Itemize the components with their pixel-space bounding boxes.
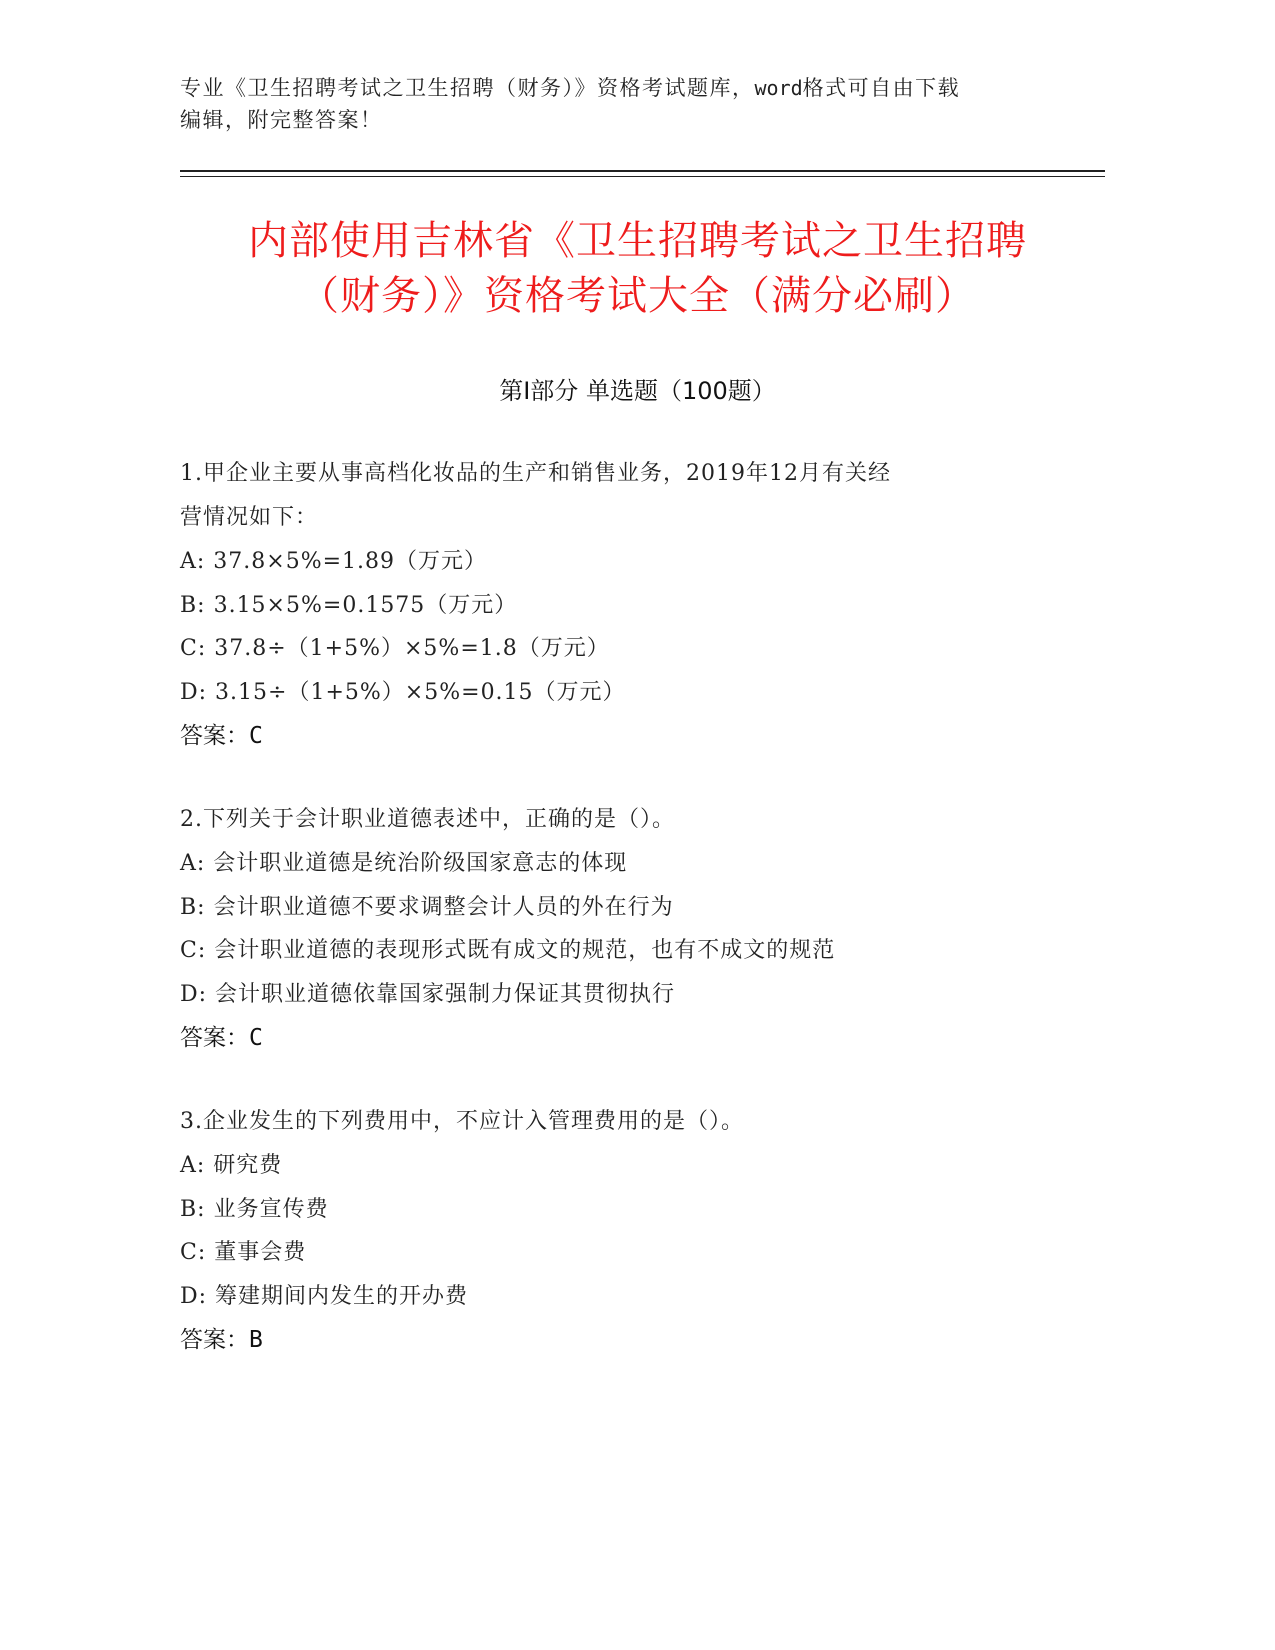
option-b: B: 业务宣传费 bbox=[180, 1196, 329, 1222]
option-a: A: 37.8×5%=1.89（万元） bbox=[180, 549, 488, 574]
answer-value: C bbox=[249, 1025, 263, 1051]
header-rule-thin bbox=[180, 176, 1105, 177]
question-stem: 3.企业发生的下列费用中，不应计入管理费用的是（）。 bbox=[180, 1109, 744, 1134]
option-d: D: 会计职业道德依靠国家强制力保证其贯彻执行 bbox=[180, 981, 676, 1007]
question-2 bbox=[180, 798, 1080, 1060]
option-c: C: 董事会费 bbox=[180, 1240, 307, 1265]
question-3 bbox=[180, 1100, 1080, 1362]
answer-value: C bbox=[249, 723, 263, 749]
question-1 bbox=[180, 452, 1080, 758]
answer-line: 答案：B bbox=[180, 1327, 263, 1353]
option-c: C: 会计职业道德的表现形式既有成文的规范，也有不成文的规范 bbox=[180, 938, 836, 963]
answer-value: B bbox=[249, 1327, 263, 1353]
option-b: B: 会计职业道德不要求调整会计人员的外在行为 bbox=[180, 894, 674, 920]
header-note-line1: 专业《卫生招聘考试之卫生招聘（财务）》资格考试题库，word格式可自由下载 bbox=[180, 76, 961, 100]
option-a: A: 会计职业道德是统治阶级国家意志的体现 bbox=[180, 851, 628, 876]
header-note-line2: 编辑，附完整答案！ bbox=[180, 108, 383, 132]
option-d: D: 筹建期间内发生的开办费 bbox=[180, 1283, 469, 1309]
header-rule-thick bbox=[180, 170, 1105, 172]
answer-line: 答案：C bbox=[180, 723, 263, 749]
question-stem: 2.下列关于会计职业道德表述中，正确的是（）。 bbox=[180, 807, 675, 832]
question-stem: 1.甲企业主要从事高档化妆品的生产和销售业务，2019年12月有关经 营情况如下： bbox=[180, 461, 891, 530]
option-c: C: 37.8÷（1+5%）×5%=1.8（万元） bbox=[180, 636, 610, 661]
title-line2: （财务）》资格考试大全（满分必刷） bbox=[299, 273, 976, 319]
header-note bbox=[180, 72, 1080, 136]
document-title bbox=[150, 214, 1125, 324]
title-line1: 内部使用吉林省《卫生招聘考试之卫生招聘 bbox=[248, 218, 1027, 264]
option-d: D: 3.15÷（1+5%）×5%=0.15（万元） bbox=[180, 679, 626, 705]
option-a: A: 研究费 bbox=[180, 1153, 283, 1178]
answer-line: 答案：C bbox=[180, 1025, 263, 1051]
section-title: 第Ⅰ部分 单选题（100题） bbox=[499, 377, 776, 405]
option-b: B: 3.15×5%=0.1575（万元） bbox=[180, 592, 518, 618]
question-list bbox=[180, 452, 1080, 1402]
